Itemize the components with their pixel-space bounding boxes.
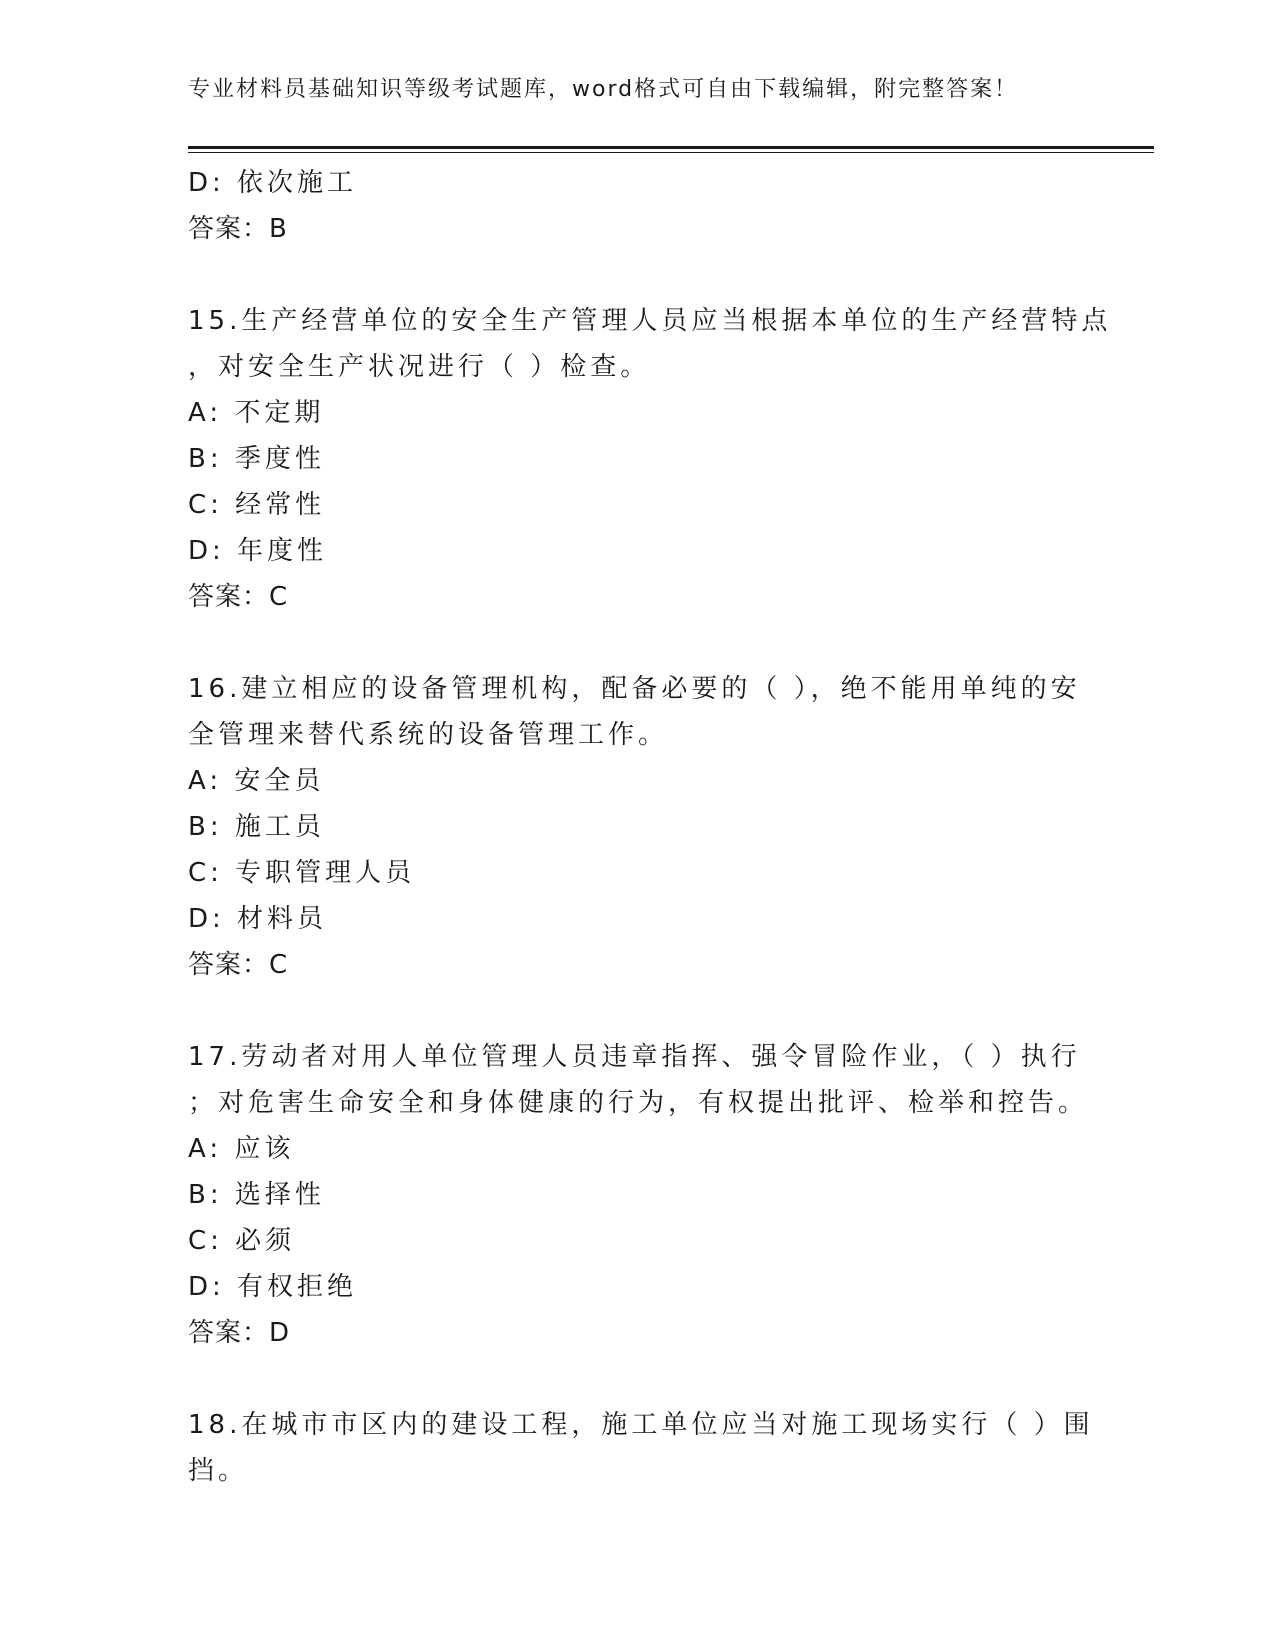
document-header: 专业材料员基础知识等级考试题库，word格式可自由下载编辑，附完整答案！ [188,77,1019,102]
option-d: D: 依次施工 [188,168,358,198]
option-a: A: 安全员 [188,766,325,796]
header-rule-thin [188,152,1154,153]
question-content [188,160,1112,1494]
question-17 [188,1034,1088,1356]
question-stem-line: ，对安全生产状况进行（ ）检查。 [188,352,651,382]
question-18 [188,1402,1094,1494]
question-stem-line: ；对危害生命安全和身体健康的行为，有权提出批评、检举和控告。 [188,1088,1089,1118]
question-stem-line: 18.在城市市区内的建设工程，施工单位应当对施工现场实行（ ）围 [188,1410,1094,1440]
question-stem-line: 挡。 [188,1456,249,1486]
option-d: D: 材料员 [188,904,328,934]
answer: 答案：C [188,582,289,612]
question-stem-line: 15.生产经营单位的安全生产管理人员应当根据本单位的生产经营特点 [188,306,1112,336]
question-16 [188,666,1088,988]
answer: 答案：B [188,214,288,244]
header-rule-thick [188,146,1154,149]
option-b: B: 选择性 [188,1180,325,1210]
option-d: D: 年度性 [188,536,328,566]
option-a: A: 不定期 [188,398,325,428]
option-b: B: 施工员 [188,812,325,842]
answer: 答案：C [188,950,289,980]
option-c: C: 必须 [188,1226,296,1256]
question-stem-line: 全管理来替代系统的设备管理工作。 [188,720,669,750]
option-a: A: 应该 [188,1134,295,1164]
option-d: D: 有权拒绝 [188,1272,358,1302]
question-15 [188,298,1112,620]
option-b: B: 季度性 [188,444,325,474]
answer: 答案：D [188,1318,291,1348]
option-c: C: 专职管理人员 [188,858,416,888]
option-c: C: 经常性 [188,490,326,520]
question-stem-line: 16.建立相应的设备管理机构，配备必要的（ ），绝不能用单纯的安 [188,674,1081,704]
question-stem-line: 17.劳动者对用人单位管理人员违章指挥、强令冒险作业，（ ）执行 [188,1042,1081,1072]
